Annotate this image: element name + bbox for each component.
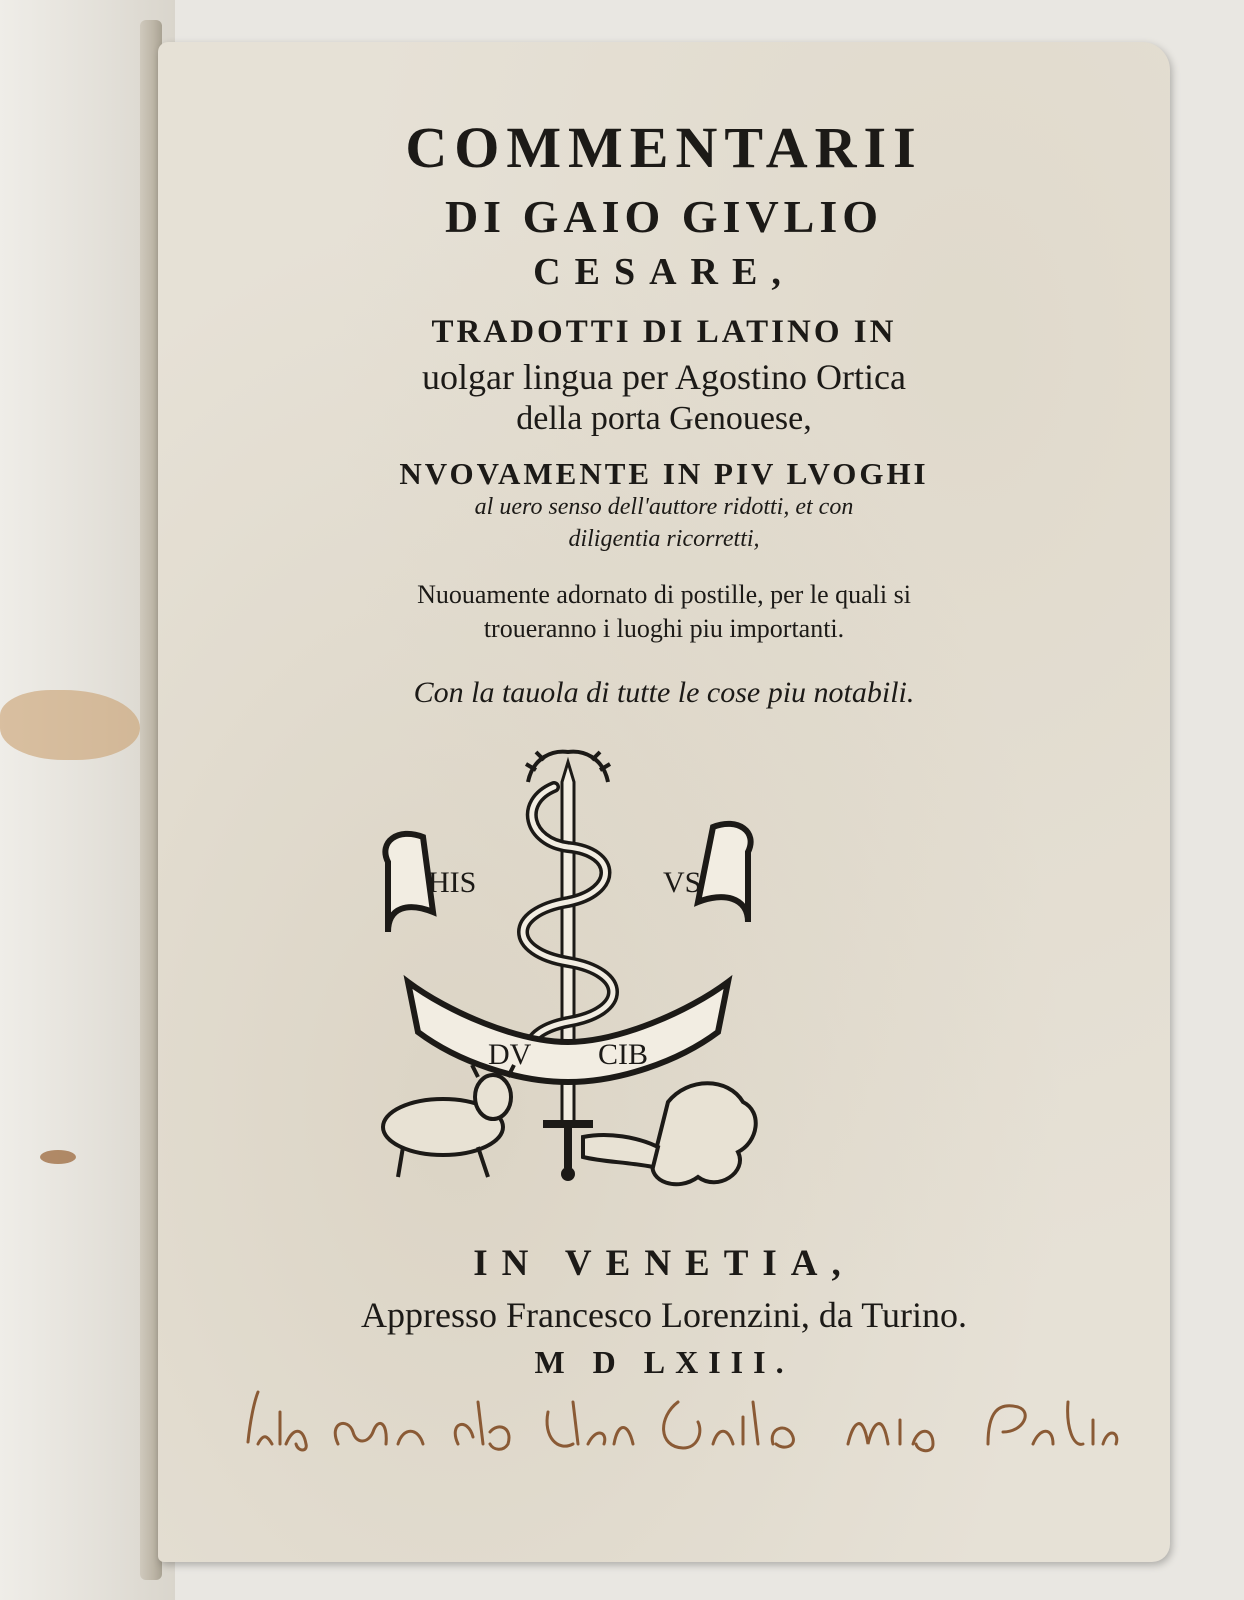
stain <box>40 1150 76 1164</box>
banner-text: HIS <box>428 866 477 899</box>
title-line: COMMENTARII <box>405 115 923 180</box>
subtitle-line: uolgar lingua per Agostino Ortica <box>422 357 906 397</box>
printers-mark <box>368 742 768 1202</box>
subtitle-line: diligentia ricorretti, <box>568 526 760 552</box>
subtitle-line: Nuouamente adornato di postille, per le quali si <box>417 580 911 609</box>
imprint-line: Appresso Francesco Lorenzini, da Turino. <box>361 1295 967 1335</box>
title-page <box>158 42 1170 1562</box>
imprint-date: M D LXIII. <box>534 1344 794 1380</box>
binding-left <box>0 0 175 1600</box>
subtitle-line: Con la tauola di tutte le cose piu notabili. <box>413 676 915 709</box>
cloud-hand-icon <box>583 1083 756 1184</box>
imprint-line: IN VENETIA, <box>473 1243 855 1284</box>
banner-text: CIB <box>598 1038 649 1071</box>
subtitle-line: troueranno i luoghi piu importanti. <box>483 614 845 643</box>
title-line: DI GAIO GIVLIO <box>444 191 884 242</box>
banner-text: VS <box>663 866 702 899</box>
title-line: CESARE, <box>533 251 795 293</box>
ox-icon <box>383 1065 514 1177</box>
stain <box>0 690 140 760</box>
banner-text: DV <box>488 1038 532 1071</box>
subtitle-line: NVOVAMENTE IN PIV LVOGHI <box>399 456 929 491</box>
subtitle-line: TRADOTTI DI LATINO IN <box>431 314 897 350</box>
manuscript-inscription <box>228 1382 1128 1472</box>
subtitle-line: della porta Genouese, <box>516 400 812 437</box>
subtitle-line: al uero senso dell'auttore ridotti, et con <box>474 494 854 520</box>
